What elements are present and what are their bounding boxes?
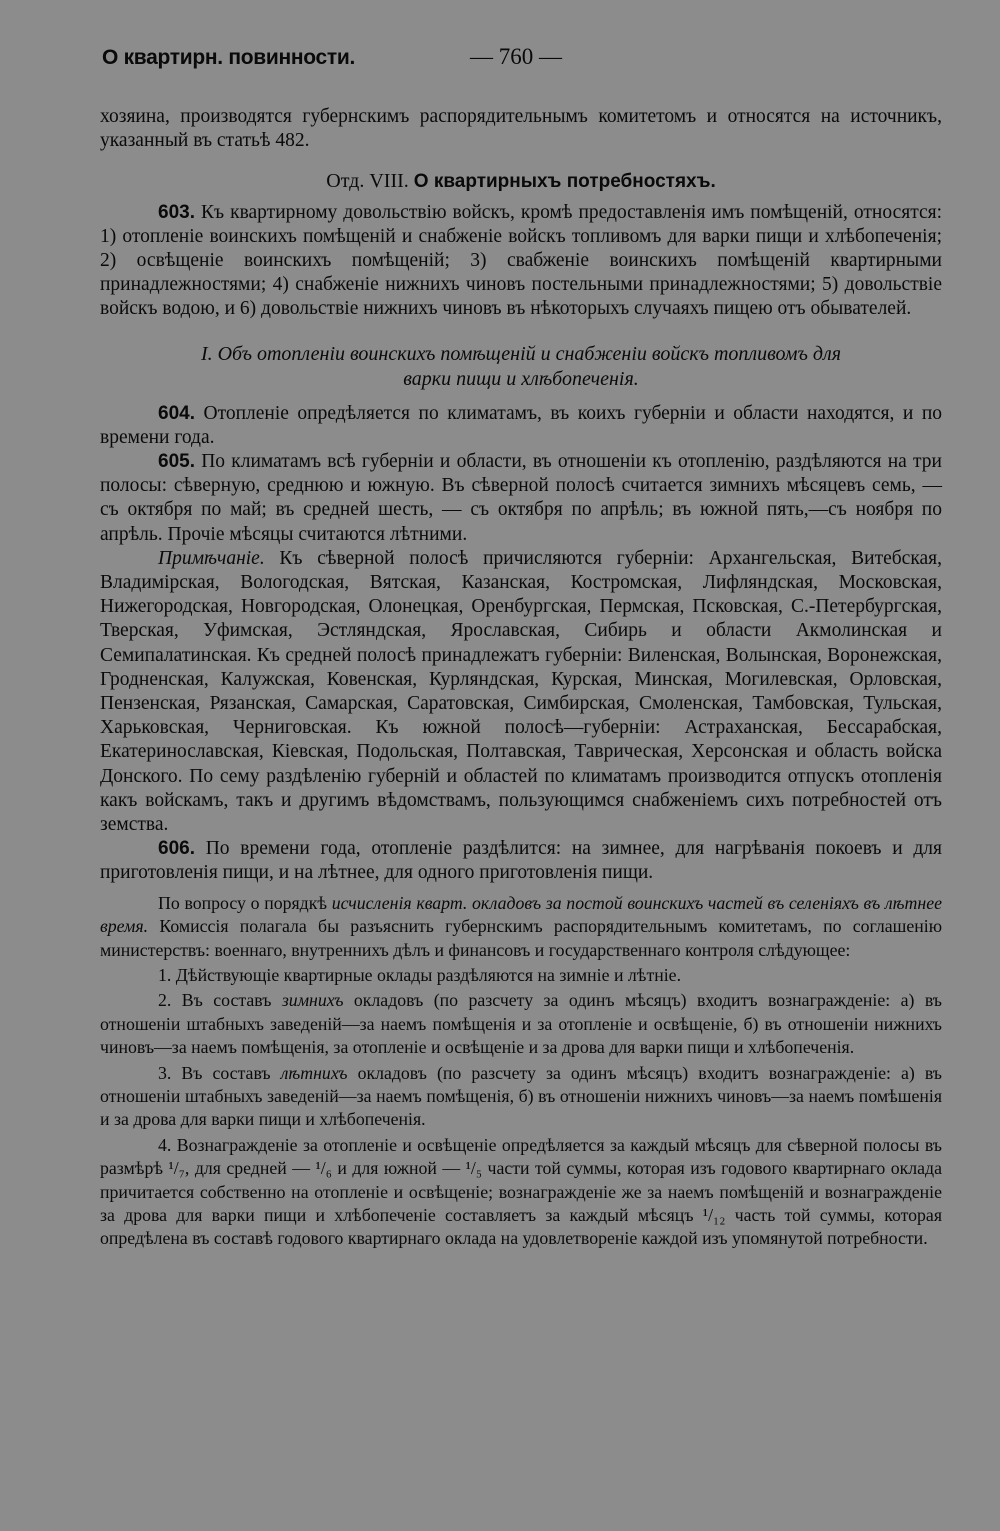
subsection-heading-line-2: варки пищи и хлѣбопеченія. bbox=[403, 367, 639, 390]
commentary-item-4: 4. Вознагражденіе за отопленіе и освѣщеніе опредѣляется за каждый мѣсяцъ для сѣверной полосы въ размѣрѣ ¹/₇, для средней — ¹/₆ и для южной — ¹/₅ части той суммы, которая изъ годового квартирнаго оклада причитается собственно на отопленіе и освѣщеніе; вознагражденіе же за наемъ помѣщеній и вознагражденіе за дрова для варки пищи и хлѣбопеченіе составляетъ за каждый мѣсяцъ ¹/₁₂ часть той суммы, которая опредѣлена въ составѣ годового квартирнаго оклада на удовлетвореніе каждой изъ упомянутой потребности. bbox=[100, 1134, 942, 1249]
intro-paragraph: хозяина, производятся губернскимъ распорядительнымъ комитетомъ и относятся на источникъ, указанный въ статьѣ 482. bbox=[100, 106, 942, 152]
article-606 bbox=[100, 837, 942, 885]
item-text: 3. Въ составъ bbox=[158, 1062, 271, 1083]
subsection-heading-line-1: I. Объ отопленіи воинскихъ помѣщеній и снабженіи войскъ топливомъ для bbox=[200, 342, 842, 365]
section-name: О квартирныхъ потребностяхъ. bbox=[413, 171, 716, 193]
commentary-lead-italic: исчисленія кварт. окладовъ за постой воинскихъ частей въ селеніяхъ въ лѣтнее время. bbox=[100, 892, 942, 937]
commentary-lead-rest: Комиссія полагала бы разъяснить губернскимъ распорядительнымъ комитетамъ, по соглашенію министерствъ: военнаго, внутреннихъ дѣлъ и финансовъ и государственнаго контроля слѣдующее: bbox=[100, 916, 942, 960]
body-text bbox=[100, 105, 942, 1251]
commentary-lead bbox=[100, 892, 942, 962]
article-number: 603. bbox=[158, 201, 195, 223]
article-text: По времени года, отопленіе раздѣлится: на зимнее, для нагрѣванія покоевъ и для приготовленія пищи, и на лѣтнее, для одного приготовленія пищи. bbox=[100, 838, 943, 884]
article-text: По климатамъ всѣ губерніи и области, въ отношеніи къ отопленію, раздѣляются на три полосы: сѣверную, среднюю и южную. Въ сѣверной полосѣ считается зимнихъ мѣсяцевъ семь, — съ октября по май; въ средней шесть, — съ октября по апрѣль; въ южной пять,—съ ноября по апрѣль. Прочіе мѣсяцы считаются лѣтними. bbox=[100, 451, 942, 545]
note-text: Къ сѣверной полосѣ причисляются губерніи: Архангельская, Витебская, Владимірская, Вологодская, Вятская, Казанская, Костромская, Лифляндская, Московская, Нижегородская, Новгородская, Олонецкая, Оренбургская, Пермская, Псковская, С.-Петербургская, Тверская, Уфимская, Эстляндская, Ярославская, Сибирь и области Акмолинская и Семипалатинская. Къ средней полосѣ принадлежатъ губерніи: Виленская, Волынская, Воронежская, Гродненская, Калужская, Ковенская, Курляндская, Курская, Минская, Могилевская, Орловская, Пензенская, Рязанская, Самарская, Саратовская, Симбирская, Смоленская, Тамбовская, Тульская, Харьковская, Черниговская. Къ южной полосѣ—губерніи: Астраханская, Бессарабская, Екатеринославская, Кіевская, Подольская, Полтавская, Таврическая, Херсонская и область войска Донского. По сему раздѣленію губерній и областей по климатамъ производится отпускъ отопленія какъ войскамъ, такъ и другимъ вѣдомствамъ, пользующимся снабженіемъ сихъ потребностей отъ земства. bbox=[100, 547, 942, 836]
page-number: — 760 — bbox=[470, 44, 562, 69]
article-text: Отопленіе опредѣляется по климатамъ, въ коихъ губерніи и области находятся, и по времени года. bbox=[100, 402, 943, 448]
item-rest: окладовъ (по разсчету за одинъ мѣсяцъ) входитъ вознагражденіе: а) въ отношеніи штабныхъ заведеній—за наемъ помѣщенія, б) въ отношеніи нижнихъ чиновъ—за наемъ помѣшенія и за дрова для варки пищи и хлѣбопеченія. bbox=[100, 1062, 942, 1130]
item-text: 2. Въ составъ bbox=[158, 990, 272, 1011]
note-label: Примѣчаніе. bbox=[158, 547, 265, 569]
page-header bbox=[100, 40, 942, 80]
section-title bbox=[100, 169, 942, 194]
commentary-block bbox=[100, 892, 942, 1251]
commentary-item-1: 1. Дѣйствующіе квартирные оклады раздѣляются на зимніе и лѣтніе. bbox=[158, 964, 682, 985]
article-number: 605. bbox=[158, 451, 195, 473]
commentary-item-3 bbox=[100, 1062, 942, 1132]
article-604 bbox=[100, 402, 942, 450]
running-title: О квартирн. повинности. bbox=[102, 46, 355, 69]
commentary-lead-text: По вопросу о порядкѣ bbox=[158, 892, 328, 913]
article-number: 604. bbox=[158, 402, 195, 424]
note-paragraph bbox=[100, 547, 942, 837]
item-italic: лѣтнихъ bbox=[280, 1062, 348, 1083]
article-number: 606. bbox=[158, 838, 195, 860]
item-rest: окладовъ (по разсчету за одинъ мѣсяцъ) входитъ вознагражденіе: а) въ отношеніи штабныхъ заведеній—за наемъ помѣщенія и за отопленіе и освѣщеніе, б) въ отношеніи нижнихъ чиновъ—за наемъ помѣщенія, за отопленіе и освѣщеніе и за дрова для варки пищи и хлѣбопеченія. bbox=[100, 990, 942, 1058]
article-603 bbox=[100, 201, 942, 322]
commentary-item-2 bbox=[100, 989, 942, 1059]
article-text: Къ квартирному довольствію войскъ, кромѣ предоставленія имъ помѣщеній, относятся: 1) отопленіе воинскихъ помѣщеній и снабженіе войскъ топливомъ для варки пищи и хлѣбопеченія; 2) освѣщеніе воинскихъ помѣщеній; 3) свабженіе воинскихъ помѣщеній квартирными принадлежностями; 4) снабженіе нижнихъ чиновъ постельными принадлежностями; 5) довольствіе войскъ водою, и 6) довольствіе нижнихъ чиновъ въ нѣкоторыхъ случаяхъ пищею отъ обывателей. bbox=[100, 201, 942, 320]
article-605 bbox=[100, 450, 942, 547]
subsection-heading bbox=[100, 342, 942, 392]
section-prefix: Отд. VIII. bbox=[326, 170, 409, 193]
item-italic: зимнихъ bbox=[281, 990, 344, 1011]
